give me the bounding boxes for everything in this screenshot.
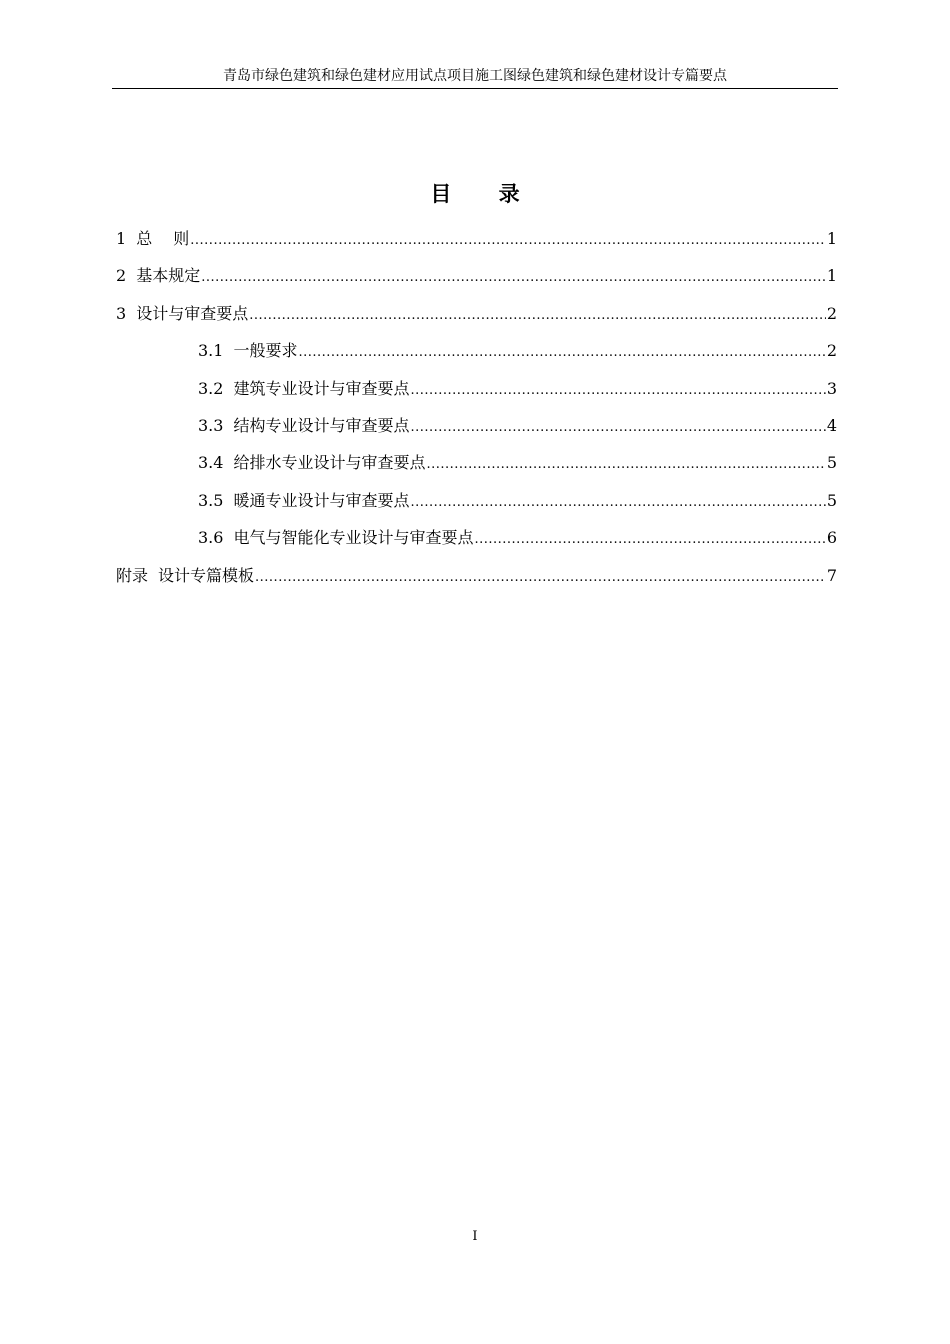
toc-entry-number: 3.1 <box>198 341 224 361</box>
toc-entry-label: 设计专篇模板 <box>158 565 255 585</box>
toc-entry-3-2[interactable] <box>116 378 837 415</box>
toc-entry-3-4[interactable] <box>116 452 837 489</box>
toc-entry-number: 2 <box>116 266 127 286</box>
toc-entry-number: 3.4 <box>198 453 224 473</box>
dot-leader <box>255 567 826 589</box>
toc-entry-3-1[interactable] <box>116 340 837 377</box>
running-header: 青岛市绿色建筑和绿色建材应用试点项目施工图绿色建筑和绿色建材设计专篇要点 <box>223 68 727 84</box>
toc-entry-3-5[interactable] <box>116 490 837 527</box>
toc-title: 目 录 <box>430 181 540 206</box>
toc-entry-label: 结构专业设计与审查要点 <box>233 415 410 435</box>
table-of-contents <box>116 228 837 602</box>
toc-entry-number: 3.2 <box>198 378 224 398</box>
toc-entry-appendix[interactable] <box>116 565 837 602</box>
dot-leader <box>410 380 825 402</box>
toc-entry-page: 3 <box>826 378 837 398</box>
toc-entry-page: 5 <box>826 453 837 473</box>
toc-entry-label: 设计与审查要点 <box>136 303 249 323</box>
toc-entry-label: 暖通专业设计与审查要点 <box>233 490 410 510</box>
dot-leader <box>190 230 826 252</box>
toc-entry-page: 4 <box>826 415 837 435</box>
toc-entry-label: 一般要求 <box>233 341 298 361</box>
toc-entry-number: 3.6 <box>198 528 224 548</box>
toc-entry-page: 1 <box>826 266 837 286</box>
toc-entry-label: 总 则 <box>136 229 190 248</box>
toc-entry-number: 3.3 <box>198 415 224 435</box>
toc-entry-page: 7 <box>826 565 837 585</box>
toc-entry-label: 电气与智能化专业设计与审查要点 <box>233 528 474 548</box>
toc-entry-label: 建筑专业设计与审查要点 <box>233 378 410 398</box>
toc-entry-1[interactable] <box>116 228 837 265</box>
toc-entry-page: 2 <box>826 341 837 361</box>
toc-entry-3-3[interactable] <box>116 415 837 452</box>
dot-leader <box>298 342 825 364</box>
dot-leader <box>426 454 825 476</box>
toc-entry-page: 6 <box>826 528 837 548</box>
toc-entry-page: 2 <box>826 303 837 323</box>
toc-entry-page: 5 <box>826 490 837 510</box>
toc-entry-3[interactable] <box>116 303 837 340</box>
toc-entry-label: 基本规定 <box>136 266 201 286</box>
toc-entry-number: 附录 <box>116 565 149 585</box>
toc-entry-number: 3.5 <box>198 490 224 510</box>
toc-entry-2[interactable] <box>116 265 837 302</box>
dot-leader <box>249 305 826 327</box>
dot-leader <box>410 492 825 514</box>
toc-entry-page: 1 <box>826 229 837 248</box>
toc-entry-label: 给排水专业设计与审查要点 <box>233 453 426 473</box>
dot-leader <box>201 267 826 289</box>
header-rule <box>112 88 838 89</box>
toc-entry-number: 1 <box>116 229 127 248</box>
page-number: I <box>472 1229 478 1244</box>
dot-leader <box>474 529 825 551</box>
toc-entry-3-6[interactable] <box>116 527 837 564</box>
toc-entry-number: 3 <box>116 303 127 323</box>
dot-leader <box>410 417 825 439</box>
